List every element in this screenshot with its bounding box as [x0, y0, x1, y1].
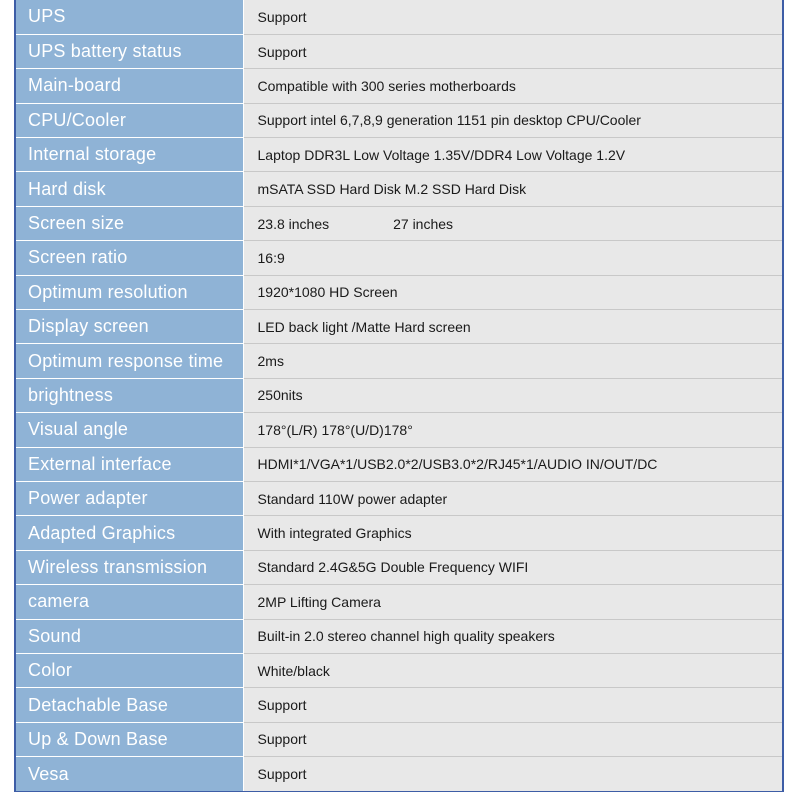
- table-row: [16, 0, 782, 34]
- table-row: [16, 206, 782, 240]
- spec-label: Power adapter: [16, 481, 243, 515]
- spec-value: Standard 2.4G&5G Double Frequency WIFI: [243, 550, 782, 584]
- spec-label: Display screen: [16, 310, 243, 344]
- spec-label: UPS battery status: [16, 34, 243, 68]
- table-row: [16, 34, 782, 68]
- table-row: [16, 447, 782, 481]
- spec-label: Vesa: [16, 757, 243, 791]
- table-row: [16, 481, 782, 515]
- table-row: [16, 653, 782, 687]
- spec-label: brightness: [16, 378, 243, 412]
- spec-table: [16, 0, 782, 791]
- spec-label: Detachable Base: [16, 688, 243, 722]
- spec-value: Support: [243, 688, 782, 722]
- spec-value: LED back light /Matte Hard screen: [243, 310, 782, 344]
- spec-label: Wireless transmission: [16, 550, 243, 584]
- spec-value: 2MP Lifting Camera: [243, 585, 782, 619]
- spec-value: 1920*1080 HD Screen: [243, 275, 782, 309]
- spec-value: Support: [243, 0, 782, 34]
- table-row: [16, 172, 782, 206]
- spec-value-secondary: 27 inches: [393, 215, 454, 232]
- table-row: [16, 757, 782, 791]
- spec-label: Color: [16, 653, 243, 687]
- spec-label: CPU/Cooler: [16, 103, 243, 137]
- spec-value: Support: [243, 34, 782, 68]
- spec-table-frame: [14, 0, 784, 792]
- spec-value-primary: 23.8 inches: [257, 215, 330, 232]
- table-row: [16, 413, 782, 447]
- spec-label: camera: [16, 585, 243, 619]
- table-row: [16, 722, 782, 756]
- table-row: [16, 310, 782, 344]
- spec-value: HDMI*1/VGA*1/USB2.0*2/USB3.0*2/RJ45*1/AUDIO IN/OUT/DC: [243, 447, 782, 481]
- spec-label: Optimum response time: [16, 344, 243, 378]
- table-row: [16, 688, 782, 722]
- spec-value: 16:9: [243, 241, 782, 275]
- spec-value: Standard 110W power adapter: [243, 481, 782, 515]
- table-row: [16, 585, 782, 619]
- table-row: [16, 69, 782, 103]
- table-row: [16, 550, 782, 584]
- spec-value: With integrated Graphics: [243, 516, 782, 550]
- spec-value: Compatible with 300 series motherboards: [243, 69, 782, 103]
- table-row: [16, 103, 782, 137]
- spec-value: Support: [243, 722, 782, 756]
- spec-label: Internal storage: [16, 138, 243, 172]
- table-row: [16, 275, 782, 309]
- spec-value: 250nits: [243, 378, 782, 412]
- spec-value: 178°(L/R) 178°(U/D)178°: [243, 413, 782, 447]
- spec-value: Support intel 6,7,8,9 generation 1151 pin desktop CPU/Cooler: [243, 103, 782, 137]
- spec-label: Adapted Graphics: [16, 516, 243, 550]
- table-row: [16, 378, 782, 412]
- spec-label: Screen ratio: [16, 241, 243, 275]
- spec-label: Optimum resolution: [16, 275, 243, 309]
- spec-label: Hard disk: [16, 172, 243, 206]
- spec-label: UPS: [16, 0, 243, 34]
- spec-value: 2ms: [243, 344, 782, 378]
- spec-label: Screen size: [16, 206, 243, 240]
- table-row: [16, 241, 782, 275]
- spec-label: Sound: [16, 619, 243, 653]
- spec-value: Built-in 2.0 stereo channel high quality speakers: [243, 619, 782, 653]
- spec-value: mSATA SSD Hard Disk M.2 SSD Hard Disk: [243, 172, 782, 206]
- spec-value: Laptop DDR3L Low Voltage 1.35V/DDR4 Low Voltage 1.2V: [243, 138, 782, 172]
- spec-label: Up & Down Base: [16, 722, 243, 756]
- spec-label: Main-board: [16, 69, 243, 103]
- spec-value: [243, 206, 782, 240]
- table-row: [16, 138, 782, 172]
- spec-label: Visual angle: [16, 413, 243, 447]
- table-row: [16, 516, 782, 550]
- spec-value: Support: [243, 757, 782, 791]
- spec-label: External interface: [16, 447, 243, 481]
- table-row: [16, 344, 782, 378]
- table-row: [16, 619, 782, 653]
- spec-value: White/black: [243, 653, 782, 687]
